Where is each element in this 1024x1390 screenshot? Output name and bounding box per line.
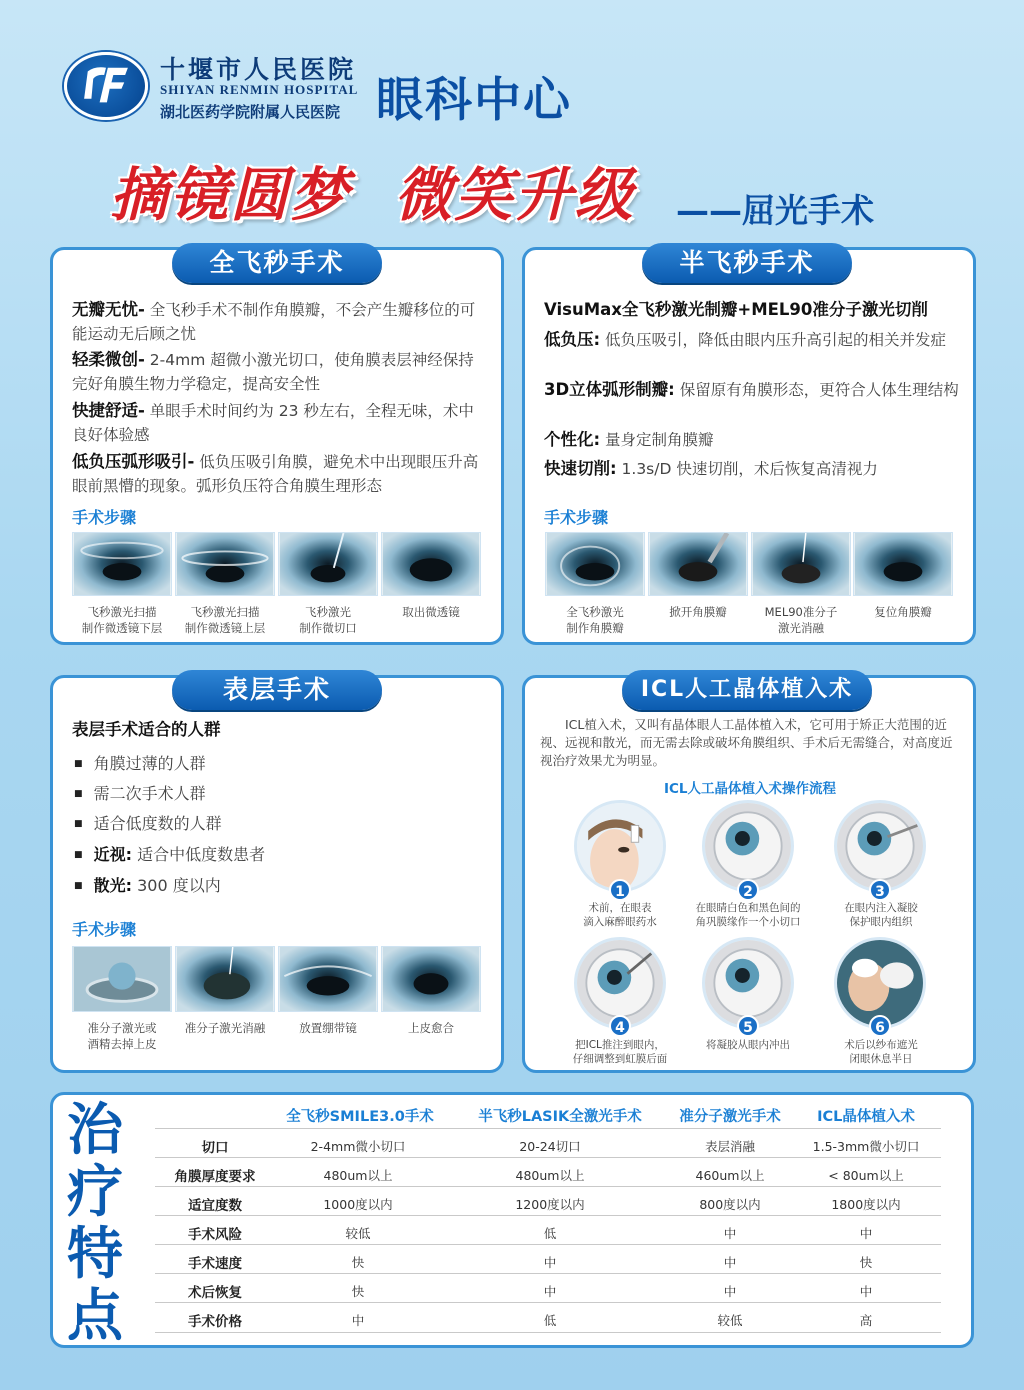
steps-title: 手术步骤 xyxy=(72,508,137,527)
department-title: 眼科中心 xyxy=(376,73,572,128)
step-image xyxy=(72,532,172,596)
bullet-label: 近视: xyxy=(93,845,133,864)
steps-title: 手术步骤 xyxy=(72,920,137,939)
eye-lift-flap-icon xyxy=(649,533,747,595)
step-image xyxy=(278,946,378,1012)
step-caption xyxy=(381,604,481,620)
table-divider xyxy=(155,1215,941,1216)
step-image xyxy=(648,532,748,596)
caption-line: 术前，在眼表 xyxy=(588,902,652,914)
icl-step-caption xyxy=(673,1038,823,1052)
icl-step-caption xyxy=(806,901,956,929)
table-cell: 480um以上 xyxy=(323,1168,393,1183)
caption-line: 制作角膜瓣 xyxy=(566,621,624,635)
title-char: 特 xyxy=(67,1222,123,1287)
table-cell: 中 xyxy=(723,1226,737,1241)
surface-bullet xyxy=(74,811,222,834)
eye-flap-reposition-icon xyxy=(854,533,952,595)
caption-line: MEL90准分子 xyxy=(764,605,838,619)
icl-flow-title: ICL人工晶体植入术操作流程 xyxy=(663,781,837,797)
caption-line: 取出微透镜 xyxy=(402,605,460,619)
item-text: 单眼手术时间约为 23 秒左右，全程无味，术中良好体验感 xyxy=(72,402,474,444)
caption-line: 激光消融 xyxy=(778,621,824,635)
patient-eye-drops-icon xyxy=(577,803,663,889)
eyeball-gel-injection-icon xyxy=(837,803,923,889)
title-char: 点 xyxy=(67,1284,123,1349)
item-text: 量身定制角膜瓣 xyxy=(600,431,714,449)
table-cell: 2-4mm微小切口 xyxy=(310,1139,406,1154)
caption-line: 在眼内注入凝胶 xyxy=(844,902,918,914)
step-number-badge: 3 xyxy=(869,879,891,901)
semi-femto-headline xyxy=(544,298,964,322)
bullet-text: 需二次手术人群 xyxy=(93,784,206,803)
surface-title: 表层手术 xyxy=(172,670,382,710)
item-text: 1.3s/D 快速切削，术后恢复高清视力 xyxy=(616,460,878,478)
table-column-header: 全飞秒SMILE3.0手术 xyxy=(286,1109,434,1125)
caption-line: 复位角膜瓣 xyxy=(874,605,932,619)
row-label: 切口 xyxy=(201,1140,229,1156)
table-cell: 中 xyxy=(723,1284,737,1299)
hospital-affiliation: 湖北医药学院附属人民医院 xyxy=(160,103,341,121)
row-label: 适宜度数 xyxy=(188,1198,242,1214)
caption-line: 滴入麻醉眼药水 xyxy=(583,916,657,928)
caption-line: 制作微透镜上层 xyxy=(184,621,266,635)
step-image xyxy=(381,946,481,1012)
step-number-badge: 6 xyxy=(869,1015,891,1037)
item-label: 低负压弧形吸引- xyxy=(72,452,195,471)
bullet-label: 散光: xyxy=(93,876,133,895)
surgery-gauze-icon xyxy=(837,940,923,1026)
eye-bandage-lens-icon xyxy=(279,947,377,1011)
row-label: 手术速度 xyxy=(188,1256,242,1272)
step-caption xyxy=(278,1020,378,1036)
full-femto-title: 全飞秒手术 xyxy=(172,243,382,283)
item-label: 轻柔微创- xyxy=(72,350,145,369)
full-femto-item xyxy=(72,450,487,498)
item-text: 2-4mm 超微小激光切口，使角膜表层神经保持完好角膜生物力学稳定，提高安全性 xyxy=(72,351,474,393)
step-image xyxy=(545,532,645,596)
icl-step-caption xyxy=(806,1038,956,1066)
item-label: 低负压: xyxy=(544,330,601,349)
item-text: 全飞秒手术不制作角膜瓣，不会产生瓣移位的可能运动无后顾之忧 xyxy=(72,301,476,343)
full-femto-item xyxy=(72,298,487,346)
table-divider xyxy=(155,1244,941,1245)
slogan-subtitle: ——屈光手术 xyxy=(676,191,874,230)
steps-title: 手术步骤 xyxy=(544,508,609,527)
eye-micro-incision-icon xyxy=(279,533,377,595)
step-image xyxy=(751,532,851,596)
table-column-header: 半飞秒LASIK全激光手术 xyxy=(478,1109,642,1125)
step-caption xyxy=(545,604,645,636)
table-divider xyxy=(155,1273,941,1274)
step-image xyxy=(381,532,481,596)
item-text: 保留原有角膜形态，更符合人体生理结构 xyxy=(674,381,959,399)
table-cell: 1.5-3mm微小切口 xyxy=(812,1139,920,1154)
semi-femto-item xyxy=(544,328,964,352)
caption-line: 掀开角膜瓣 xyxy=(669,605,727,619)
caption-line: 上皮愈合 xyxy=(408,1021,454,1035)
full-femto-item xyxy=(72,399,487,447)
table-cell: 中 xyxy=(543,1255,557,1270)
table-column-header: ICL晶体植入术 xyxy=(817,1109,915,1125)
table-divider xyxy=(155,1332,941,1333)
table-cell: 中 xyxy=(859,1226,873,1241)
caption-line: 仔细调整到虹膜后面 xyxy=(572,1053,668,1065)
item-label: 无瓣无忧- xyxy=(72,300,145,319)
eyeball-icl-push-icon xyxy=(577,940,663,1026)
caption-line: 把ICL推注到眼内， xyxy=(575,1039,665,1051)
step-number-badge: 5 xyxy=(737,1015,759,1037)
eye-flap-creation-icon xyxy=(546,533,644,595)
table-divider xyxy=(155,1186,941,1187)
item-text: 低负压吸引角膜，避免术中出现眼压升高眼前黑懵的现象。弧形负压符合角膜生理形态 xyxy=(72,453,479,495)
title-char: 疗 xyxy=(67,1160,123,1225)
step-caption xyxy=(648,604,748,620)
caption-line: 全飞秒激光 xyxy=(566,605,624,619)
table-cell: 低 xyxy=(543,1226,557,1241)
step-image xyxy=(853,532,953,596)
semi-femto-item xyxy=(544,457,964,481)
caption-line: 飞秒激光扫描 xyxy=(87,605,157,619)
surface-bullet xyxy=(74,751,206,774)
step-caption xyxy=(175,1020,275,1036)
step-number-badge: 1 xyxy=(609,879,631,901)
table-cell: 800度以内 xyxy=(699,1197,761,1212)
step-caption xyxy=(853,604,953,620)
bullet-text: 300 度以内 xyxy=(132,876,221,895)
table-cell: 快 xyxy=(859,1255,873,1270)
caption-line: 酒精去掉上皮 xyxy=(87,1037,157,1051)
caption-line: 保护眼内组织 xyxy=(849,916,913,928)
headline-text: VisuMax全飞秒激光制瓣+MEL90准分子激光切削 xyxy=(544,300,928,319)
step-caption xyxy=(751,604,851,636)
slogan: 摘镜圆梦 微笑升级 xyxy=(110,161,635,229)
eye-laser-ablation-icon xyxy=(752,533,850,595)
title-char: 治 xyxy=(67,1098,123,1163)
table-cell: 快 xyxy=(351,1284,365,1299)
table-cell: 中 xyxy=(723,1255,737,1270)
table-cell: 1200度以内 xyxy=(515,1197,585,1212)
step-caption xyxy=(175,604,275,636)
caption-line: 术后以纱布遮光 xyxy=(844,1039,918,1051)
item-label: 快速切削: xyxy=(544,459,617,478)
table-cell: 1800度以内 xyxy=(831,1197,901,1212)
hospital-name: 十堰市人民医院 xyxy=(160,55,357,84)
row-label: 手术风险 xyxy=(188,1227,242,1243)
step-caption xyxy=(72,1020,172,1052)
eye-lens-removal-icon xyxy=(382,533,480,595)
eye-laser-scan-icon xyxy=(73,533,171,595)
table-divider xyxy=(155,1128,941,1129)
hospital-english-name: SHIYAN RENMIN HOSPITAL xyxy=(160,82,359,97)
table-cell: 20-24切口 xyxy=(519,1139,581,1154)
table-divider xyxy=(155,1302,941,1303)
step-image xyxy=(175,532,275,596)
caption-line: 制作微切口 xyxy=(299,621,357,635)
caption-line: 将凝胶从眼内冲出 xyxy=(706,1039,790,1051)
semi-femto-item xyxy=(544,378,964,402)
caption-line: 在眼睛白色和黑色间的 xyxy=(695,902,801,914)
eye-laser-scan-icon xyxy=(176,533,274,595)
icl-intro: ICL植入术，又叫有晶体眼人工晶体植入术，它可用于矫正大范围的近视、远视和散光，而无需去除或破坏角膜组织、手术后无需缝合，对高度近视治疗效果尤为明显。 xyxy=(540,717,953,768)
table-cell: 480um以上 xyxy=(515,1168,585,1183)
caption-line: 角巩膜缘作一个小切口 xyxy=(695,916,801,928)
step-image xyxy=(175,946,275,1012)
table-cell: 表层消融 xyxy=(704,1139,755,1154)
eye-laser-ablation-icon xyxy=(176,947,274,1011)
table-cell: 快 xyxy=(351,1255,365,1270)
caption-line: 准分子激光消融 xyxy=(184,1021,266,1035)
eyeball-incision-icon xyxy=(705,803,791,889)
table-cell: 中 xyxy=(859,1284,873,1299)
item-label: 3D立体弧形制瓣: xyxy=(544,380,675,399)
semi-femto-title: 半飞秒手术 xyxy=(642,243,852,283)
semi-femto-item xyxy=(544,428,964,452)
step-caption xyxy=(381,1020,481,1036)
eye-epithelium-removal-icon xyxy=(73,947,171,1011)
caption-line: 飞秒激光 xyxy=(305,605,351,619)
table-cell: < 80um以上 xyxy=(828,1168,904,1183)
icl-title: ICL人工晶体植入术 xyxy=(622,670,872,710)
table-divider xyxy=(155,1157,941,1158)
caption-line: 闭眼休息半日 xyxy=(849,1053,913,1065)
row-label: 术后恢复 xyxy=(188,1285,242,1301)
bullet-text: 适合低度数的人群 xyxy=(93,814,222,833)
icl-step-caption xyxy=(673,901,823,929)
surface-bullet xyxy=(74,842,265,865)
item-text: 低负压吸引，降低由眼内压升高引起的相关并发症 xyxy=(600,331,947,349)
table-cell: 460um以上 xyxy=(695,1168,765,1183)
eye-healed-icon xyxy=(382,947,480,1011)
item-label: 个性化: xyxy=(544,430,601,449)
table-column-header: 准分子激光手术 xyxy=(679,1109,781,1125)
item-label: 快捷舒适- xyxy=(72,401,145,420)
caption-line: 准分子激光或 xyxy=(87,1021,157,1035)
full-femto-item xyxy=(72,348,487,396)
step-number-badge: 2 xyxy=(737,879,759,901)
row-label: 手术价格 xyxy=(188,1314,242,1330)
table-cell: 较低 xyxy=(717,1313,743,1328)
step-image xyxy=(72,946,172,1012)
caption-line: 飞秒激光扫描 xyxy=(190,605,260,619)
surface-bullet xyxy=(74,781,206,804)
step-image xyxy=(278,532,378,596)
table-cell: 中 xyxy=(351,1313,365,1328)
step-number-badge: 4 xyxy=(609,1015,631,1037)
hospital-logo xyxy=(64,52,148,120)
table-cell: 1000度以内 xyxy=(323,1197,393,1212)
eyeball-gel-flush-icon xyxy=(705,940,791,1026)
step-caption xyxy=(72,604,172,636)
row-label: 角膜厚度要求 xyxy=(174,1169,256,1185)
bullet-text: 适合中低度数患者 xyxy=(132,845,266,864)
caption-line: 放置绷带镜 xyxy=(299,1021,357,1035)
logo-emblem-icon xyxy=(67,55,145,117)
table-cell: 低 xyxy=(543,1313,557,1328)
table-cell: 高 xyxy=(859,1313,873,1328)
comparison-title xyxy=(60,1100,130,1348)
surface-subtitle xyxy=(72,718,221,742)
bullet-text: 角膜过薄的人群 xyxy=(93,754,206,773)
caption-line: 制作微透镜下层 xyxy=(81,621,163,635)
subtitle-text: 表层手术适合的人群 xyxy=(72,720,221,739)
step-caption xyxy=(278,604,378,636)
surface-bullet xyxy=(74,873,221,896)
table-cell: 较低 xyxy=(345,1226,371,1241)
table-cell: 中 xyxy=(543,1284,557,1299)
